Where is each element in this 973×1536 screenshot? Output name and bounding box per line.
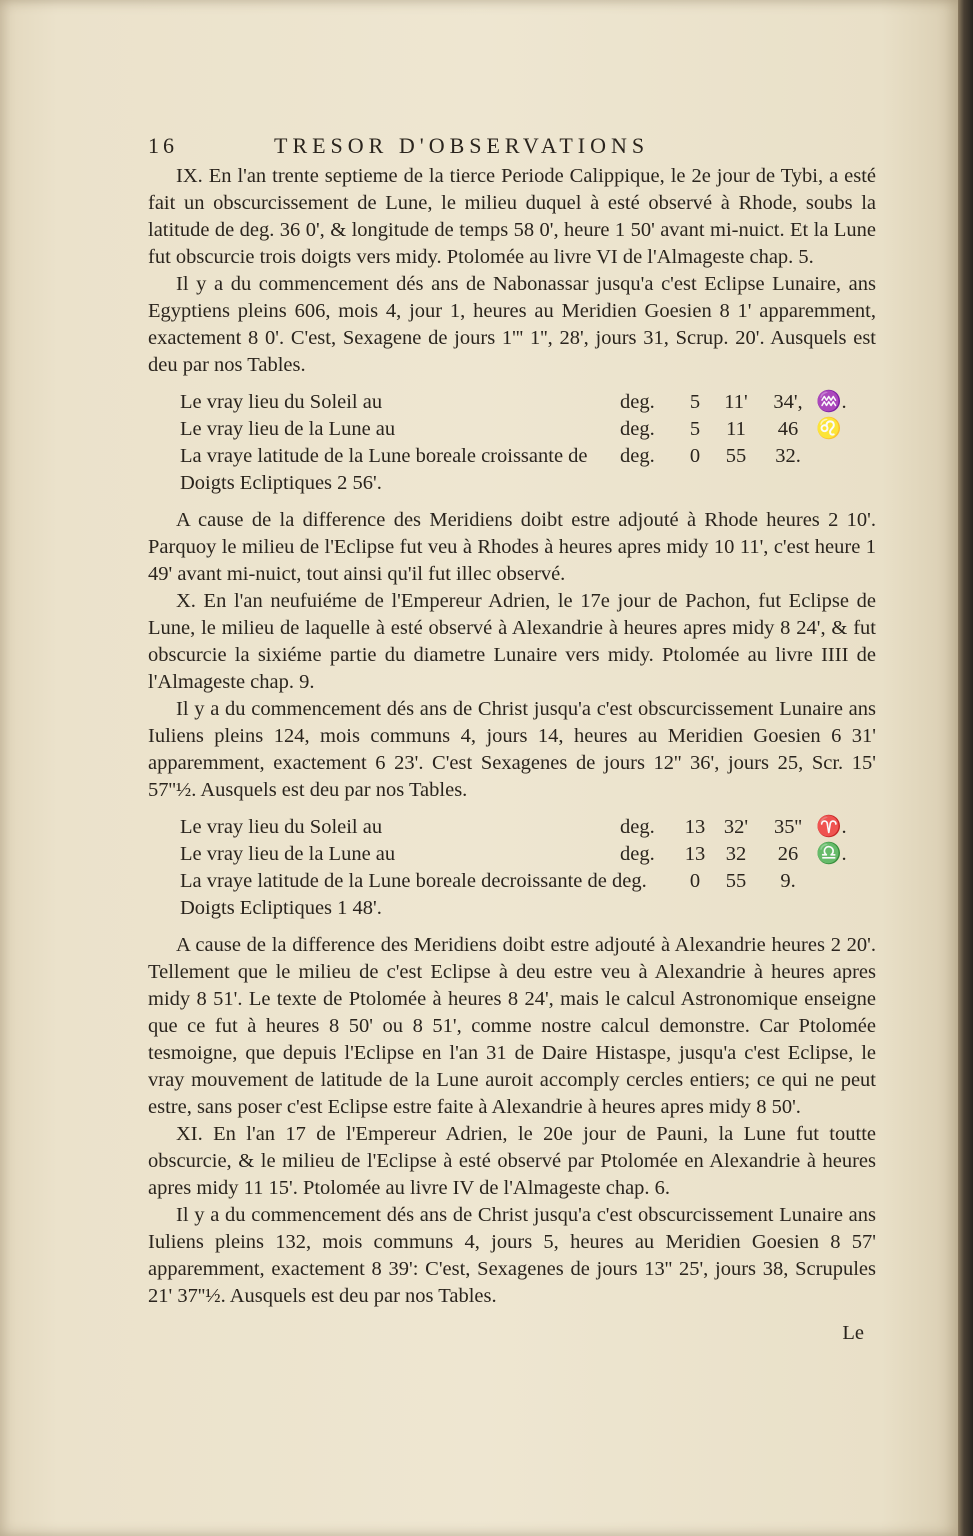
paragraph-xi: XI. En l'an 17 de l'Empereur Adrien, le 20e jour de Pauni, la Lune fut toutte obscurcie, & le milieu de l'Eclipse à esté observé par Ptolomée en Alexandrie à heures apres midy 11 15'. Ptolomée au livre IV de l'Almageste chap. 6. bbox=[148, 1123, 876, 1199]
paragraph-x-meridian: A cause de la difference des Meridiens doibt estre adjouté à Alexandrie heures 2 20'. Tellement que le milieu de c'est Eclipse à deu estre veu à Alexandrie à heures apres midy 8 51'. Le texte de Ptolomée à heures 8 24', mais le calcul Astronomique enseigne que ce fut à heures 8 50' ou 8 51', comme nostre calcul demonstre. Car Ptolomée tesmoigne, que depuis l'Eclipse en l'an 31 de Daire Histaspe, jusqu'a c'est Eclipse, le vray mouvement de latitude de la Lune auroit accomply cercles entiers; ce qui ne peut estre, sans poser c'est Eclipse estre faite à Alexandrie à heures apres midy 8 50'. bbox=[148, 934, 876, 1118]
zodiac-sign: ♎. bbox=[816, 843, 847, 865]
zodiac-sign: ♒. bbox=[816, 391, 847, 413]
paragraph-ix-meridian: A cause de la difference des Meridiens doibt estre adjouté à Rhode heures 2 10'. Parquoy le milieu de l'Eclipse fut veu à Rhodes à heures apres midy 10 11', c'est heure 1 49' avant mi-nuict, tout ainsi qu'il fut illec observé. bbox=[148, 509, 876, 585]
table-row: Le vray lieu du Soleil au deg. 13 32' 35'' ♈. bbox=[180, 814, 876, 841]
page-number: 16 bbox=[148, 133, 178, 158]
table-row: Le vray lieu de la Lune au deg. 5 11 46 ♌ bbox=[180, 416, 876, 443]
paragraph-xi-computation: Il y a du commencement dés ans de Christ jusqu'a c'est obscurcissement Lunaire ans Iuliens pleins 132, mois communs 4, jours 5, heures au Meridien Goesien 8 57' apparemment, exactement 8 39': C'est, Sexagenes de jours 13'' 25', jours 38, Scrupules 21' 37''½. Ausquels est deu par nos Tables. bbox=[148, 1204, 876, 1307]
paragraph-ix-computation: Il y a du commencement dés ans de Nabonassar jusqu'a c'est Eclipse Lunaire, ans Egyptiens pleins 606, mois 4, jour 1, heures au Meridien Goesien 8 1' apparemment, exactement 8 0'. C'est, Sexagene de jours 1''' 1'', 28', jours 31, Scrup. 20'. Ausquels est deu par nos Tables. bbox=[148, 273, 876, 376]
table-eclipse-x bbox=[180, 814, 876, 922]
catchword: Le bbox=[842, 1322, 864, 1344]
text-body bbox=[148, 163, 876, 1310]
table-row: Le vray lieu de la Lune au deg. 13 32 26 ♎. bbox=[180, 841, 876, 868]
table-eclipse-ix bbox=[180, 389, 876, 497]
doigts-ecliptiques: Doigts Ecliptiques 2 56'. bbox=[180, 472, 382, 494]
paragraph-ix: IX. En l'an trente septieme de la tierce Periode Calippique, le 2e jour de Tybi, a esté fait un obscurcissement de Lune, le milieu duquel à esté observé à Rhode, soubs la latitude de deg. 36 0', & longitude de temps 58 0', heure 1 50' avant mi-nuict. Et la Lune fut obscurcie trois doigts vers midy. Ptolomée au livre VI de l'Almageste chap. 5. bbox=[148, 165, 876, 268]
zodiac-sign: ♈. bbox=[816, 816, 847, 838]
doigts-ecliptiques: Doigts Ecliptiques 1 48'. bbox=[180, 897, 382, 919]
running-title: TRESOR D'OBSERVATIONS bbox=[274, 133, 650, 158]
table-row: Le vray lieu du Soleil au deg. 5 11' 34', ♒. bbox=[180, 389, 876, 416]
table-row: La vraye latitude de la Lune boreale croissante de deg. 0 55 32. bbox=[180, 445, 801, 467]
zodiac-sign: ♌ bbox=[816, 418, 842, 440]
paragraph-x: X. En l'an neufuiéme de l'Empereur Adrien, le 17e jour de Pachon, fut Eclipse de Lune, le milieu de laquelle à esté observé à Alexandrie à heures apres midy 8 24', & fut obscurcie la sixiéme partie du diametre Lunaire vers midy. Ptolomée au livre IIII de l'Almageste chap. 9. bbox=[148, 590, 876, 693]
table-row: La vraye latitude de la Lune boreale decroissante de deg. 0 55 9. bbox=[180, 870, 796, 892]
page-header bbox=[148, 132, 876, 162]
book-edge bbox=[958, 0, 973, 1536]
paragraph-x-computation: Il y a du commencement dés ans de Christ jusqu'a c'est obscurcissement Lunaire ans Iuliens pleins 124, mois communs 4, jours 14, heures au Meridien Goesien 6 31' apparemment, exactement 6 23'. C'est Sexagenes de jours 12'' 36', jours 25, Scr. 15' 57''½. Ausquels est deu par nos Tables. bbox=[148, 698, 876, 801]
